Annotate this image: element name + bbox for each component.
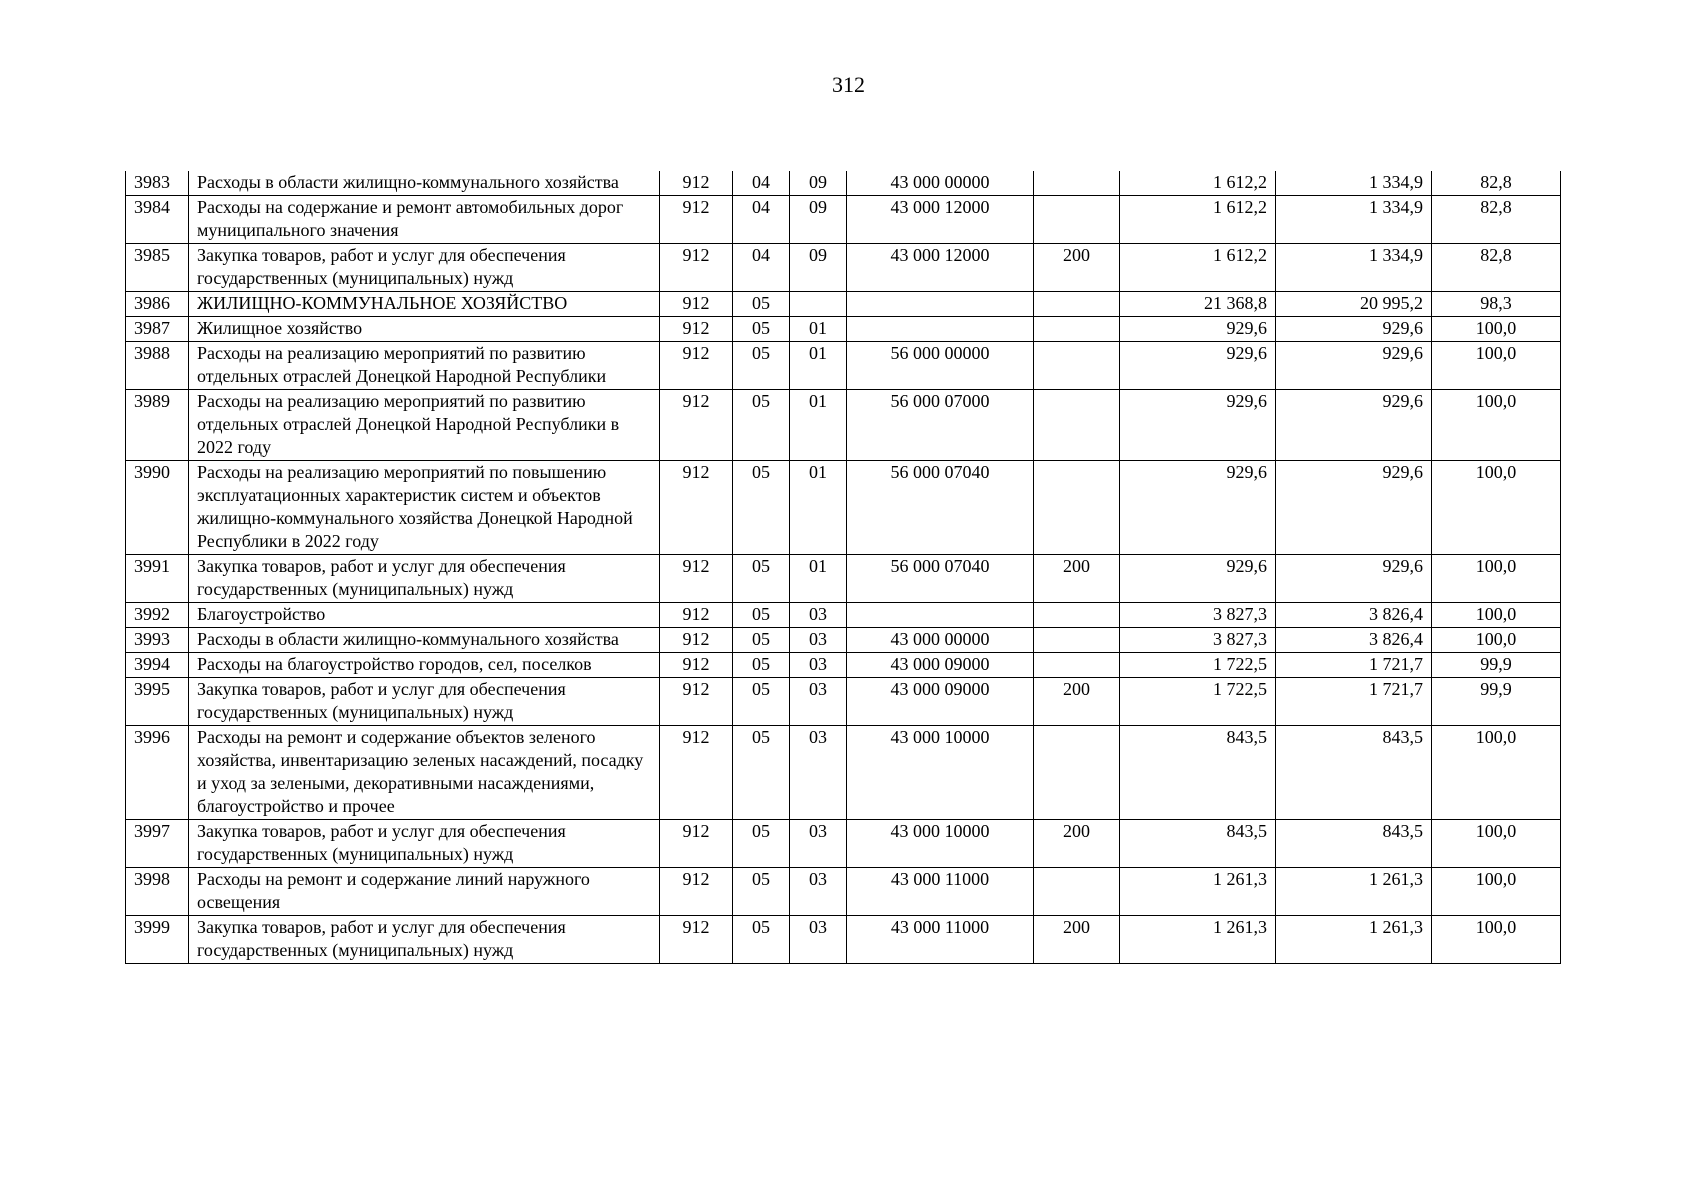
row-number: 3995 bbox=[126, 678, 189, 726]
budget-table bbox=[125, 171, 1561, 964]
table-row bbox=[126, 628, 1561, 653]
execution-percent: 100,0 bbox=[1432, 317, 1561, 342]
expense-type-code bbox=[1034, 317, 1120, 342]
section-code: 04 bbox=[733, 196, 790, 244]
department-code: 912 bbox=[660, 820, 733, 868]
actual-amount: 1 334,9 bbox=[1276, 244, 1432, 292]
department-code: 912 bbox=[660, 342, 733, 390]
execution-percent: 100,0 bbox=[1432, 868, 1561, 916]
target-article-code: 43 000 00000 bbox=[847, 171, 1034, 196]
plan-amount: 21 368,8 bbox=[1120, 292, 1276, 317]
target-article-code: 56 000 00000 bbox=[847, 342, 1034, 390]
subsection-code: 01 bbox=[790, 317, 847, 342]
execution-percent: 100,0 bbox=[1432, 390, 1561, 461]
section-code: 05 bbox=[733, 317, 790, 342]
expense-name: Расходы на содержание и ремонт автомобильных дорог муниципального значения bbox=[189, 196, 660, 244]
table-row bbox=[126, 653, 1561, 678]
expense-type-code bbox=[1034, 390, 1120, 461]
expense-type-code: 200 bbox=[1034, 555, 1120, 603]
table-row bbox=[126, 390, 1561, 461]
plan-amount: 1 612,2 bbox=[1120, 171, 1276, 196]
row-number: 3992 bbox=[126, 603, 189, 628]
actual-amount: 1 721,7 bbox=[1276, 653, 1432, 678]
expense-type-code bbox=[1034, 461, 1120, 555]
section-code: 05 bbox=[733, 390, 790, 461]
row-number: 3988 bbox=[126, 342, 189, 390]
plan-amount: 1 722,5 bbox=[1120, 678, 1276, 726]
section-code: 05 bbox=[733, 603, 790, 628]
table-row bbox=[126, 171, 1561, 196]
target-article-code bbox=[847, 603, 1034, 628]
execution-percent: 82,8 bbox=[1432, 196, 1561, 244]
plan-amount: 929,6 bbox=[1120, 461, 1276, 555]
department-code: 912 bbox=[660, 171, 733, 196]
table-row bbox=[126, 678, 1561, 726]
target-article-code: 56 000 07000 bbox=[847, 390, 1034, 461]
actual-amount: 3 826,4 bbox=[1276, 603, 1432, 628]
target-article-code: 56 000 07040 bbox=[847, 461, 1034, 555]
section-code: 05 bbox=[733, 678, 790, 726]
row-number: 3999 bbox=[126, 916, 189, 964]
expense-type-code bbox=[1034, 868, 1120, 916]
target-article-code: 43 000 11000 bbox=[847, 916, 1034, 964]
department-code: 912 bbox=[660, 916, 733, 964]
execution-percent: 99,9 bbox=[1432, 678, 1561, 726]
plan-amount: 1 612,2 bbox=[1120, 244, 1276, 292]
expense-name: Закупка товаров, работ и услуг для обеспечения государственных (муниципальных) нужд bbox=[189, 916, 660, 964]
target-article-code: 43 000 12000 bbox=[847, 196, 1034, 244]
expense-name: ЖИЛИЩНО-КОММУНАЛЬНОЕ ХОЗЯЙСТВО bbox=[189, 292, 660, 317]
expense-name: Закупка товаров, работ и услуг для обеспечения государственных (муниципальных) нужд bbox=[189, 244, 660, 292]
plan-amount: 843,5 bbox=[1120, 820, 1276, 868]
subsection-code: 03 bbox=[790, 603, 847, 628]
execution-percent: 82,8 bbox=[1432, 244, 1561, 292]
expense-type-code: 200 bbox=[1034, 916, 1120, 964]
department-code: 912 bbox=[660, 678, 733, 726]
expense-type-code bbox=[1034, 726, 1120, 820]
department-code: 912 bbox=[660, 628, 733, 653]
table-row bbox=[126, 603, 1561, 628]
target-article-code: 43 000 12000 bbox=[847, 244, 1034, 292]
execution-percent: 98,3 bbox=[1432, 292, 1561, 317]
actual-amount: 929,6 bbox=[1276, 317, 1432, 342]
target-article-code: 43 000 10000 bbox=[847, 820, 1034, 868]
expense-name: Закупка товаров, работ и услуг для обеспечения государственных (муниципальных) нужд bbox=[189, 678, 660, 726]
row-number: 3984 bbox=[126, 196, 189, 244]
table-row bbox=[126, 555, 1561, 603]
table-row bbox=[126, 916, 1561, 964]
section-code: 05 bbox=[733, 916, 790, 964]
expense-type-code bbox=[1034, 628, 1120, 653]
section-code: 05 bbox=[733, 653, 790, 678]
subsection-code: 01 bbox=[790, 461, 847, 555]
row-number: 3993 bbox=[126, 628, 189, 653]
actual-amount: 1 334,9 bbox=[1276, 196, 1432, 244]
expense-name: Закупка товаров, работ и услуг для обеспечения государственных (муниципальных) нужд bbox=[189, 555, 660, 603]
subsection-code: 09 bbox=[790, 244, 847, 292]
plan-amount: 3 827,3 bbox=[1120, 603, 1276, 628]
subsection-code: 03 bbox=[790, 726, 847, 820]
actual-amount: 1 261,3 bbox=[1276, 868, 1432, 916]
department-code: 912 bbox=[660, 555, 733, 603]
expense-type-code bbox=[1034, 342, 1120, 390]
actual-amount: 1 721,7 bbox=[1276, 678, 1432, 726]
actual-amount: 1 334,9 bbox=[1276, 171, 1432, 196]
subsection-code: 03 bbox=[790, 678, 847, 726]
row-number: 3991 bbox=[126, 555, 189, 603]
execution-percent: 100,0 bbox=[1432, 555, 1561, 603]
department-code: 912 bbox=[660, 292, 733, 317]
row-number: 3983 bbox=[126, 171, 189, 196]
subsection-code: 03 bbox=[790, 653, 847, 678]
actual-amount: 843,5 bbox=[1276, 820, 1432, 868]
section-code: 05 bbox=[733, 868, 790, 916]
execution-percent: 100,0 bbox=[1432, 603, 1561, 628]
subsection-code: 03 bbox=[790, 868, 847, 916]
actual-amount: 929,6 bbox=[1276, 461, 1432, 555]
plan-amount: 929,6 bbox=[1120, 555, 1276, 603]
section-code: 05 bbox=[733, 292, 790, 317]
execution-percent: 100,0 bbox=[1432, 916, 1561, 964]
page-number: 312 bbox=[832, 72, 865, 97]
execution-percent: 82,8 bbox=[1432, 171, 1561, 196]
plan-amount: 1 261,3 bbox=[1120, 916, 1276, 964]
row-number: 3997 bbox=[126, 820, 189, 868]
expense-name: Жилищное хозяйство bbox=[189, 317, 660, 342]
section-code: 05 bbox=[733, 342, 790, 390]
plan-amount: 1 261,3 bbox=[1120, 868, 1276, 916]
section-code: 05 bbox=[733, 820, 790, 868]
subsection-code: 09 bbox=[790, 196, 847, 244]
subsection-code: 03 bbox=[790, 628, 847, 653]
plan-amount: 1 612,2 bbox=[1120, 196, 1276, 244]
section-code: 04 bbox=[733, 244, 790, 292]
department-code: 912 bbox=[660, 390, 733, 461]
expense-type-code bbox=[1034, 171, 1120, 196]
actual-amount: 20 995,2 bbox=[1276, 292, 1432, 317]
target-article-code: 43 000 10000 bbox=[847, 726, 1034, 820]
actual-amount: 929,6 bbox=[1276, 390, 1432, 461]
expense-name: Расходы на реализацию мероприятий по развитию отдельных отраслей Донецкой Народной Республики bbox=[189, 342, 660, 390]
expense-name: Расходы на ремонт и содержание объектов зеленого хозяйства, инвентаризацию зеленых насаждений, посадку и уход за зелеными, декоративными насаждениями, благоустройство и прочее bbox=[189, 726, 660, 820]
target-article-code: 56 000 07040 bbox=[847, 555, 1034, 603]
table-row bbox=[126, 820, 1561, 868]
plan-amount: 929,6 bbox=[1120, 342, 1276, 390]
plan-amount: 1 722,5 bbox=[1120, 653, 1276, 678]
plan-amount: 929,6 bbox=[1120, 390, 1276, 461]
table-row bbox=[126, 868, 1561, 916]
execution-percent: 100,0 bbox=[1432, 628, 1561, 653]
expense-name: Расходы на ремонт и содержание линий наружного освещения bbox=[189, 868, 660, 916]
execution-percent: 99,9 bbox=[1432, 653, 1561, 678]
subsection-code: 01 bbox=[790, 555, 847, 603]
department-code: 912 bbox=[660, 653, 733, 678]
execution-percent: 100,0 bbox=[1432, 342, 1561, 390]
expense-name: Расходы на реализацию мероприятий по развитию отдельных отраслей Донецкой Народной Республики в 2022 году bbox=[189, 390, 660, 461]
row-number: 3986 bbox=[126, 292, 189, 317]
table-row bbox=[126, 461, 1561, 555]
subsection-code: 09 bbox=[790, 171, 847, 196]
table-row bbox=[126, 244, 1561, 292]
table-row bbox=[126, 726, 1561, 820]
subsection-code bbox=[790, 292, 847, 317]
department-code: 912 bbox=[660, 868, 733, 916]
plan-amount: 929,6 bbox=[1120, 317, 1276, 342]
target-article-code: 43 000 09000 bbox=[847, 678, 1034, 726]
section-code: 05 bbox=[733, 726, 790, 820]
expense-type-code bbox=[1034, 653, 1120, 678]
row-number: 3989 bbox=[126, 390, 189, 461]
table-row bbox=[126, 292, 1561, 317]
department-code: 912 bbox=[660, 244, 733, 292]
department-code: 912 bbox=[660, 317, 733, 342]
table-row bbox=[126, 196, 1561, 244]
subsection-code: 03 bbox=[790, 916, 847, 964]
row-number: 3987 bbox=[126, 317, 189, 342]
target-article-code: 43 000 00000 bbox=[847, 628, 1034, 653]
actual-amount: 929,6 bbox=[1276, 555, 1432, 603]
plan-amount: 3 827,3 bbox=[1120, 628, 1276, 653]
department-code: 912 bbox=[660, 196, 733, 244]
row-number: 3985 bbox=[126, 244, 189, 292]
expense-type-code: 200 bbox=[1034, 244, 1120, 292]
table-body bbox=[126, 171, 1561, 964]
row-number: 3998 bbox=[126, 868, 189, 916]
section-code: 04 bbox=[733, 171, 790, 196]
target-article-code bbox=[847, 317, 1034, 342]
section-code: 05 bbox=[733, 461, 790, 555]
expense-name: Закупка товаров, работ и услуг для обеспечения государственных (муниципальных) нужд bbox=[189, 820, 660, 868]
row-number: 3996 bbox=[126, 726, 189, 820]
actual-amount: 843,5 bbox=[1276, 726, 1432, 820]
target-article-code bbox=[847, 292, 1034, 317]
target-article-code: 43 000 09000 bbox=[847, 653, 1034, 678]
section-code: 05 bbox=[733, 628, 790, 653]
subsection-code: 03 bbox=[790, 820, 847, 868]
expense-type-code: 200 bbox=[1034, 820, 1120, 868]
execution-percent: 100,0 bbox=[1432, 461, 1561, 555]
row-number: 3994 bbox=[126, 653, 189, 678]
department-code: 912 bbox=[660, 726, 733, 820]
department-code: 912 bbox=[660, 603, 733, 628]
actual-amount: 3 826,4 bbox=[1276, 628, 1432, 653]
row-number: 3990 bbox=[126, 461, 189, 555]
plan-amount: 843,5 bbox=[1120, 726, 1276, 820]
expense-type-code bbox=[1034, 196, 1120, 244]
subsection-code: 01 bbox=[790, 390, 847, 461]
table-row bbox=[126, 317, 1561, 342]
target-article-code: 43 000 11000 bbox=[847, 868, 1034, 916]
actual-amount: 1 261,3 bbox=[1276, 916, 1432, 964]
subsection-code: 01 bbox=[790, 342, 847, 390]
expense-type-code: 200 bbox=[1034, 678, 1120, 726]
expense-name: Благоустройство bbox=[189, 603, 660, 628]
expense-type-code bbox=[1034, 603, 1120, 628]
execution-percent: 100,0 bbox=[1432, 726, 1561, 820]
execution-percent: 100,0 bbox=[1432, 820, 1561, 868]
expense-type-code bbox=[1034, 292, 1120, 317]
expense-name: Расходы в области жилищно-коммунального хозяйства bbox=[189, 628, 660, 653]
expense-name: Расходы в области жилищно-коммунального хозяйства bbox=[189, 171, 660, 196]
expense-name: Расходы на реализацию мероприятий по повышению эксплуатационных характеристик систем и объектов жилищно-коммунального хозяйства Донецкой Народной Республики в 2022 году bbox=[189, 461, 660, 555]
table-row bbox=[126, 342, 1561, 390]
actual-amount: 929,6 bbox=[1276, 342, 1432, 390]
department-code: 912 bbox=[660, 461, 733, 555]
section-code: 05 bbox=[733, 555, 790, 603]
expense-name: Расходы на благоустройство городов, сел, поселков bbox=[189, 653, 660, 678]
